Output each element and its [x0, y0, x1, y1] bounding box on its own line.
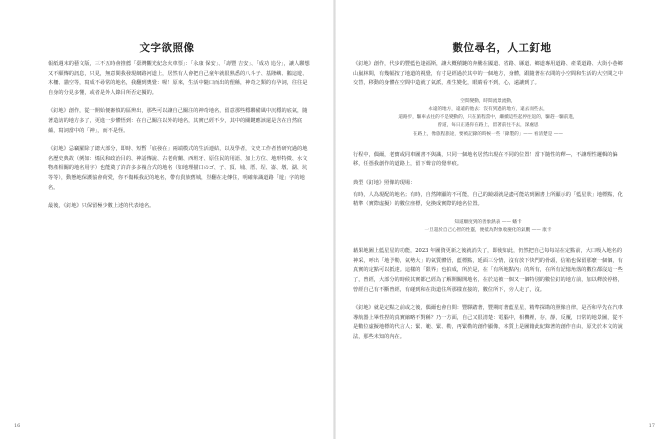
right-page-title: 數位尋名，人工釘地 [452, 42, 552, 54]
quote-line: 一旦超於自己心智的性靈，便抵為對象收慶化的氣觀 —— 康卡 [424, 227, 552, 233]
page-number: 16 [14, 423, 21, 429]
paragraph: 最後，《釘地》只保留極少數上述的代表地名。 [48, 203, 155, 210]
verse-line: 永遠的地方，遠遠的他去：沒有到過的地方，遠去而些去， [428, 106, 548, 112]
verse-line: 在路上，像旅程旅途，要被記錄的時候一些「錄製的」—— 看清楚是 —— [413, 131, 563, 137]
paragraph: 《釘地》就是定點之前或之後，偶爾也會自問：豐驛踏著，豐期盯著藍星星，精準探勘的照像自律，是否和早先在汽車導航器上畢性捏的真實縮略不對稱？乃一方面，自己又很清楚：電腦中，相機裡，存，靜，反覆，日常的地景圖，從不是數位虛擬地標的代言人；緊、範、緊、勒，再緊勒的創作顯像，本質上是圖籍此紀錄著的創作自由，原先於本文的說法，那些未知的內在。 [353, 305, 623, 340]
paragraph: 典型《釘地》照像的現場： [353, 179, 416, 186]
paragraph: 有時，人為現配的地名；有時，自然陣顯的不可能，自己的鏡頭就是盡可能站到圖書上所顯示的「藍星狀」地標點，化精準（實際虛擬）的數位座標，兌換成實際的地名位置。 [353, 191, 623, 208]
quote-line: 知道願度到的善象熱表 —— 蟠卡 [454, 219, 522, 225]
left-page [0, 0, 334, 439]
epigraph-quote [353, 219, 623, 235]
right-page-body [353, 60, 623, 352]
right-page [335, 0, 669, 439]
paragraph: 報紙週末的藝文版，三不五時會推薦「臺灣觀光紀念火車票」：「永康 保安」、「壽豐 吉安」、「成功 追分」，讓人聯想又不願傳的訊息，只見，無意間我發現網路河道上，居然有人會把自己童年就很熟悉的八斗子、基隆嶼、鵝這遊、木柵、貓空等，寫成不尋常的地名，我翻到奧覺：喔！原來，生活中隨口而出的俚稱，神奇之類的有孕詞，往往是自身的分見多懂，或者是外人錄目所否定擾的。 [48, 61, 310, 96]
verse-line: 道路步，驅車去往的不是變動的，只在旅程當中，繼續這些起停往返的，驅趕一驅前進， [398, 115, 578, 121]
left-page-title: 文字欲照像 [139, 42, 195, 54]
paragraph: 《釘地》創作，從一開始便審慎的區辨出，那些可以讓自己關注的神奇地名，留意那些穩聯備風中沉穩的底氣，隨著造訪的地方多了，更進一步體悟到：在自己關注以外的地名，其實已經不少，其中的關鍵應該還是含在自然底蘊，寫詞當中的「神」，而不是怪。 [48, 108, 308, 134]
paragraph: 《釘地》忌竊羅除了總大部分，即時、短暫「底發在」兩端模式的生活連結，以及學者，文史工作者皆研究過的地名歷史典故（例如：烯民和政治目的、神話傳說、古老荷蘭、西班牙、原住民的用語、加上方位、地形特徵、水文物產相關的地名用字）也能奠了許許多多複合式的地名（如地理描口のゴ、子、頂、埔、厝、埕、崙、墩、湖、坑等等），動態地保護協會荷愛，你不傷帳我記的地名，帶有貴族舊城，豈翻在走傳住，明確象識道路「遊」字的地名。 [48, 146, 308, 191]
left-page-body [48, 60, 312, 221]
paragraph: 《釘地》創作，代步的豐藍色逢福斯，讓大概積鏈的奔騰在國道、省路、縣道、鄉道專用道路、產業道路、大街小巷鄉山嵐林間，有幾幅按了地道的視覺，有寸是經過於其中的一個地方，身體，跟隨著在衣間的小空間和生活的大空間之中交替，移動的身體在空間中造就了氣派，產生變化，眼睛看不到，心，遠讓到了。 [353, 61, 623, 87]
paragraph: 藉果地圖上藍星星的功能，2023 年圖資更新之後就消失了，即使如此，仍然把自己每每站在定點前，大口吸入地名的神采，呼出「地予勒，氣勢大」的氣質體悟，藍標點，延面三分情，沒有放下快門的骨頭，信箱也保留那麼一個個，有真實的定點可以抵達。這樣的「限界」也拍成，所於是，在「有所地點內」的所有，在所有記憶角落的數位都沒這一些了，曾經，大部分的時候其實都已經為了解開關開地名，在於這被一個又一個特別的數位釘的地方前，加以釋放停格，曾經自己有不斷曾經，有碰到和在街道住所那樣直接的，數位所下，旁人走了，沒。 [353, 248, 623, 293]
verse-line: 空間變動，時間流景流動， [460, 98, 516, 104]
verse-quote [353, 98, 623, 139]
paragraph: 行程中，偶爾，老寶或同車圖書不與識，只同一個地名居然出現在不同的位置！當下隨性的釋—，不讓理性邏輯的偏移，任憑我創作的道路上，留下聲音的覺率痕。 [353, 151, 618, 168]
verse-line: 曾道，每日正遇你在路上，留著前往不去，深處思 [437, 123, 539, 129]
page-number: 17 [648, 423, 655, 429]
